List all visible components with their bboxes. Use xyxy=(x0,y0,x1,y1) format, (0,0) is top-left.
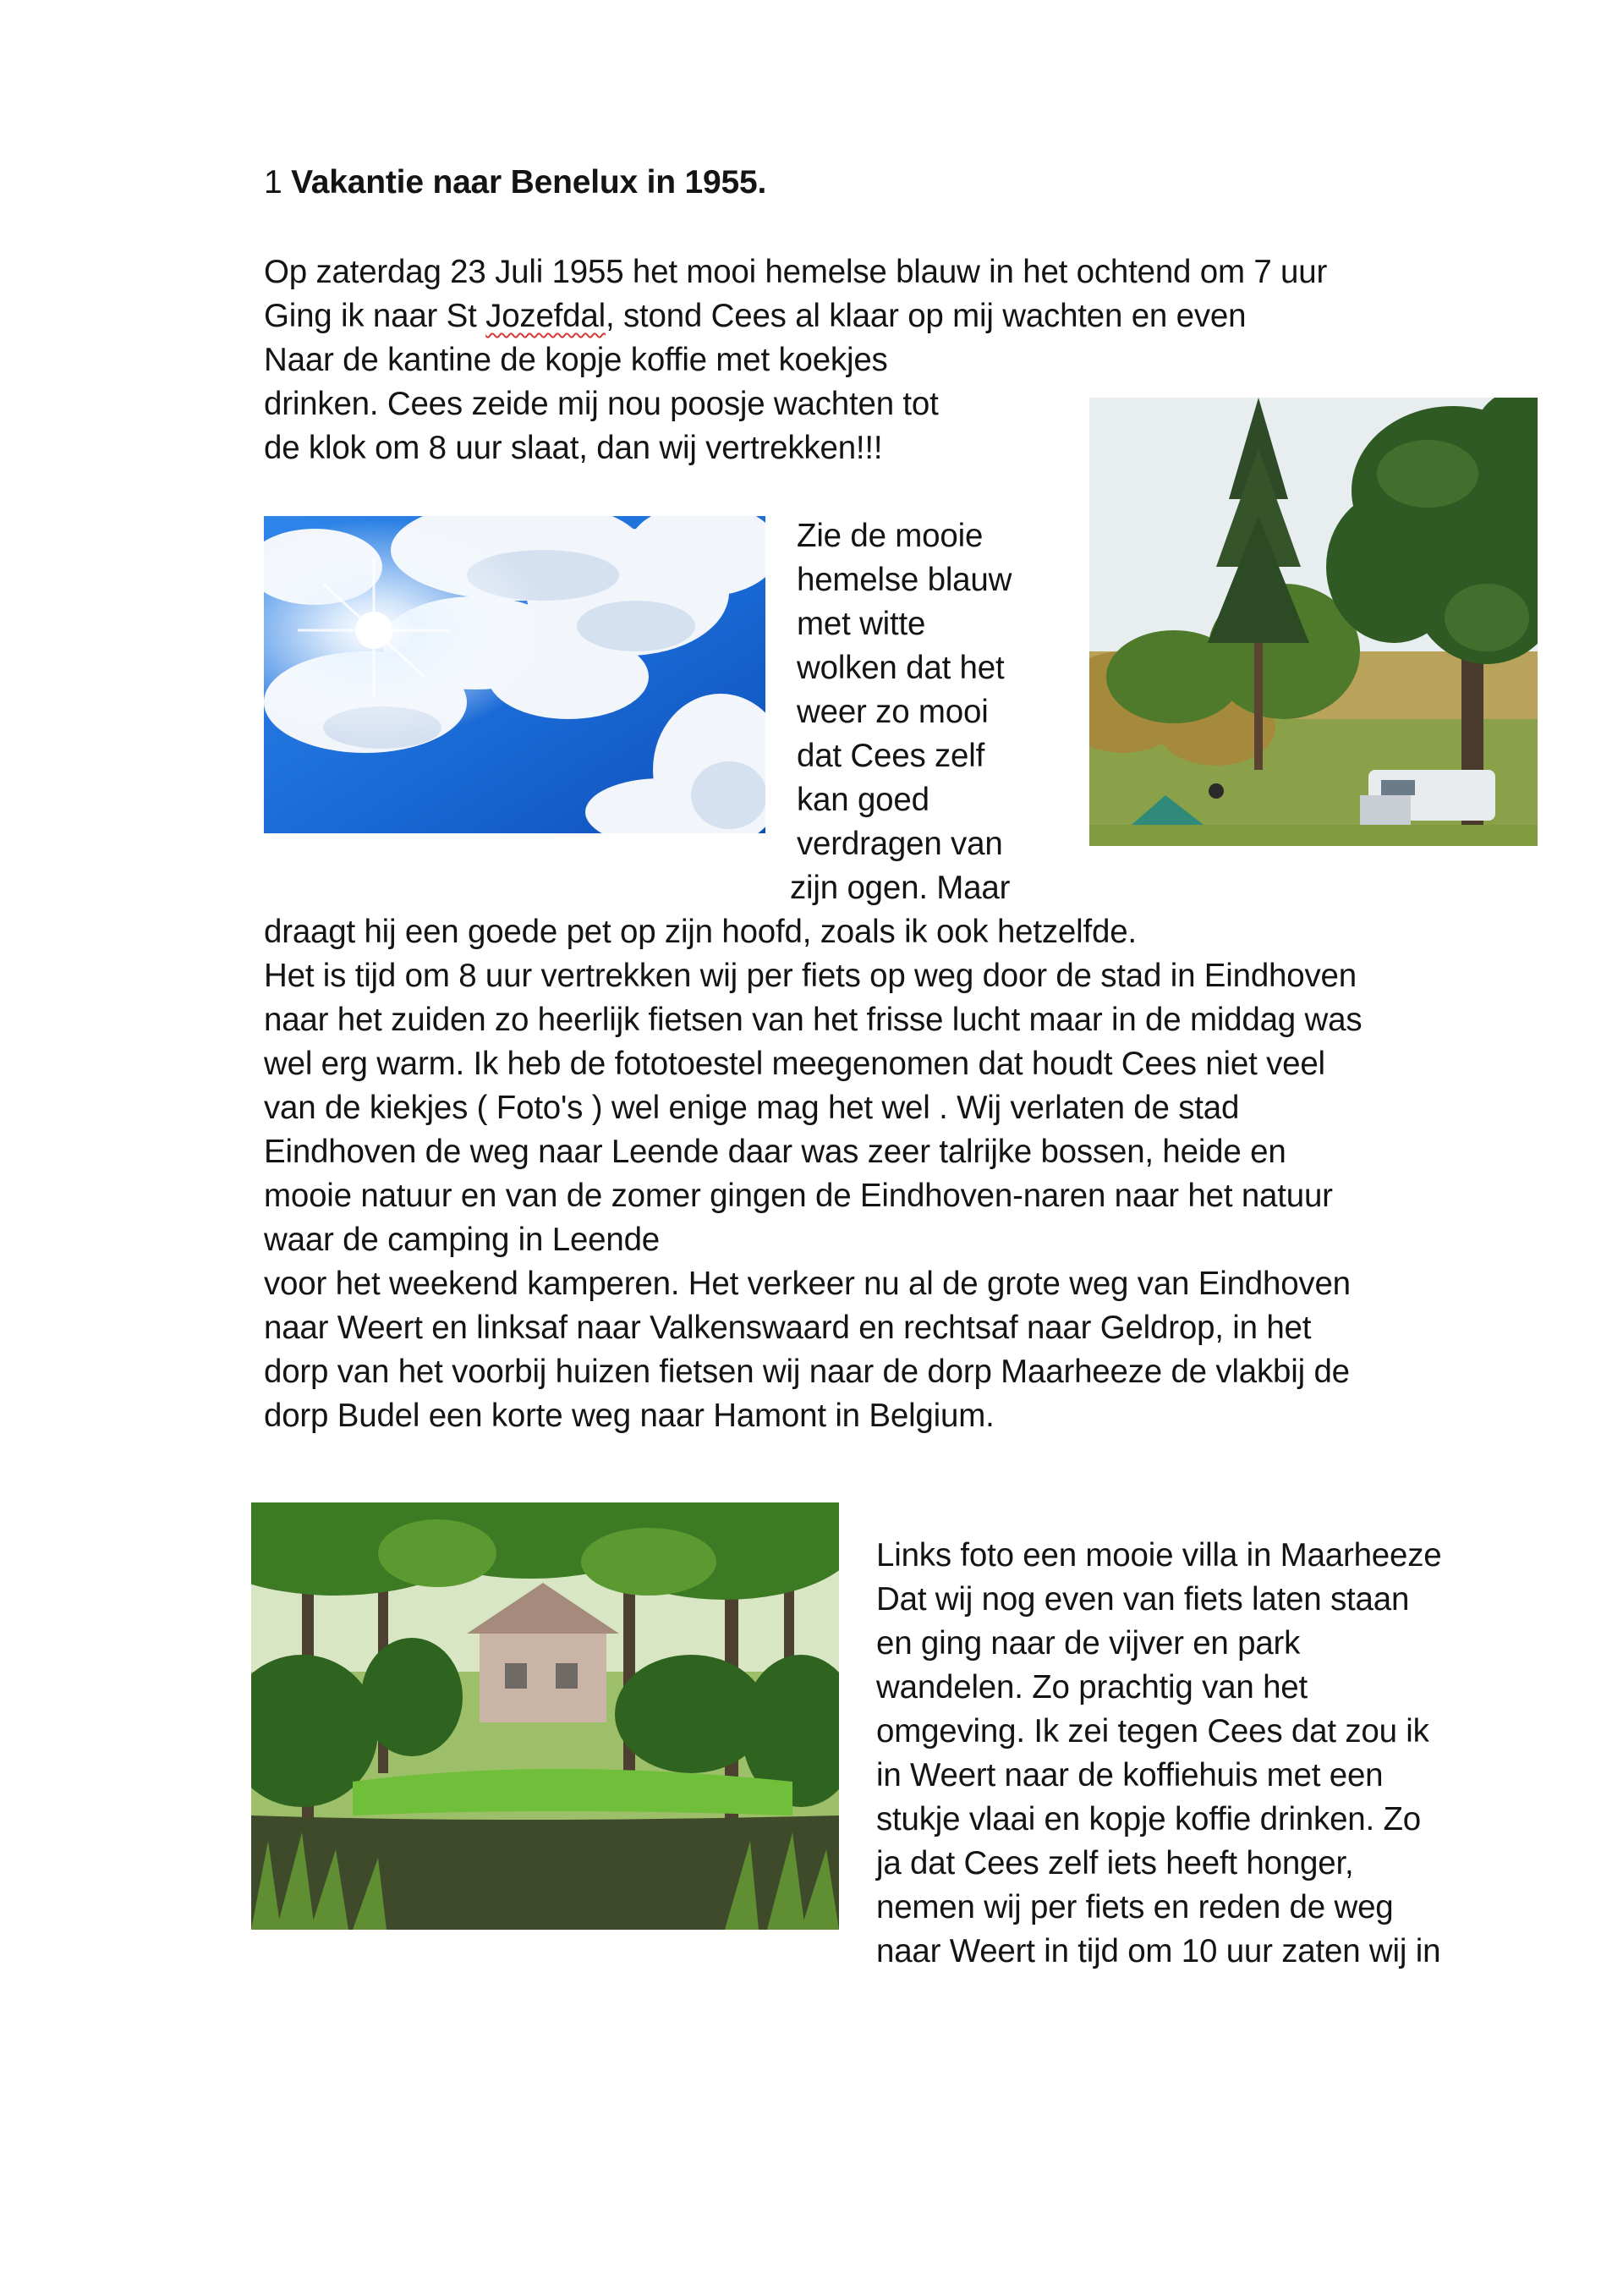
sky-caption-line-9: zijn ogen. Maar xyxy=(790,870,1011,906)
intro-line-5: de klok om 8 uur slaat, dan wij vertrekken!!! xyxy=(264,430,883,466)
body-line-7: mooie natuur en van de zomer gingen de Eindhoven-naren naar het natuur xyxy=(264,1178,1333,1214)
body-line-5: van de kiekjes ( Foto's ) wel enige mag het wel . Wij verlaten de stad xyxy=(264,1090,1240,1126)
intro-line-4: drinken. Cees zeide mij nou poosje wachten tot xyxy=(264,386,939,422)
sky-clouds-photo xyxy=(264,516,765,833)
sky-caption-line-4: wolken dat het xyxy=(797,650,1005,686)
villa-caption-line-3: en ging naar de vijver en park xyxy=(876,1625,1301,1662)
page-title xyxy=(264,161,766,205)
body-line-12: dorp Budel een korte weg naar Hamont in Belgium. xyxy=(264,1398,995,1434)
body-line-3: naar het zuiden zo heerlijk fietsen van het frisse lucht maar in de middag was xyxy=(264,1002,1363,1038)
intro-line-2-before: Ging ik naar St xyxy=(264,298,486,334)
villa-caption-line-9: nemen wij per fiets en reden de weg xyxy=(876,1889,1394,1925)
villa-garden-pond-photo xyxy=(251,1502,839,1930)
villa-caption-line-1: Links foto een mooie villa in Maarheeze xyxy=(876,1537,1442,1574)
villa-caption-line-4: wandelen. Zo prachtig van het xyxy=(876,1669,1308,1706)
villa-caption-line-8: ja dat Cees zelf iets heeft honger, xyxy=(876,1845,1354,1881)
body-line-4: wel erg warm. Ik heb de fototoestel meegenomen dat houdt Cees niet veel xyxy=(264,1046,1325,1082)
sky-caption-line-5: weer zo mooi xyxy=(797,694,989,730)
body-line-9: voor het weekend kamperen. Het verkeer nu al de grote weg van Eindhoven xyxy=(264,1266,1351,1302)
sky-caption-line-2: hemelse blauw xyxy=(797,562,1012,598)
body-line-8: waar de camping in Leende xyxy=(264,1222,661,1258)
sky-caption-line-7: kan goed xyxy=(797,782,929,818)
sky-caption-line-3: met witte xyxy=(797,606,926,642)
title-text: Vakantie naar Benelux in 1955. xyxy=(291,164,767,200)
body-line-2: Het is tijd om 8 uur vertrekken wij per fiets op weg door de stad in Eindhoven xyxy=(264,958,1357,994)
sky-caption-line-8: verdragen van xyxy=(797,826,1003,862)
sky-caption-line-6: dat Cees zelf xyxy=(797,738,985,774)
villa-caption-line-5: omgeving. Ik zei tegen Cees dat zou ik xyxy=(876,1713,1429,1749)
sky-caption-line-1: Zie de mooie xyxy=(797,518,984,554)
title-number: 1 xyxy=(264,164,282,200)
villa-caption-line-7: stukje vlaai en kopje koffie drinken. Zo xyxy=(876,1801,1422,1837)
intro-line-1: Op zaterdag 23 Juli 1955 het mooi hemelse blauw in het ochtend om 7 uur xyxy=(264,254,1328,290)
spellcheck-flagged-word[interactable]: Jozefdal xyxy=(485,298,606,334)
villa-caption-line-2: Dat wij nog even van fiets laten staan xyxy=(876,1581,1410,1618)
villa-caption-line-10: naar Weert in tijd om 10 uur zaten wij in xyxy=(876,1933,1441,1969)
body-line-11: dorp van het voorbij huizen fietsen wij naar de dorp Maarheeze de vlakbij de xyxy=(264,1354,1350,1390)
villa-caption-line-6: in Weert naar de koffiehuis met een xyxy=(876,1757,1384,1793)
body-line-10: naar Weert en linksaf naar Valkenswaard en rechtsaf naar Geldrop, in het xyxy=(264,1310,1312,1346)
intro-line-2 xyxy=(264,294,1246,338)
intro-line-3: Naar de kantine de kopje koffie met koekjes xyxy=(264,342,888,378)
body-line-6: Eindhoven de weg naar Leende daar was zeer talrijke bossen, heide en xyxy=(264,1134,1286,1170)
forest-camping-photo xyxy=(1089,398,1538,846)
intro-line-2-after: , stond Cees al klaar op mij wachten en even xyxy=(605,298,1247,334)
body-line-1: draagt hij een goede pet op zijn hoofd, zoals ik ook hetzelfde. xyxy=(264,914,1137,950)
